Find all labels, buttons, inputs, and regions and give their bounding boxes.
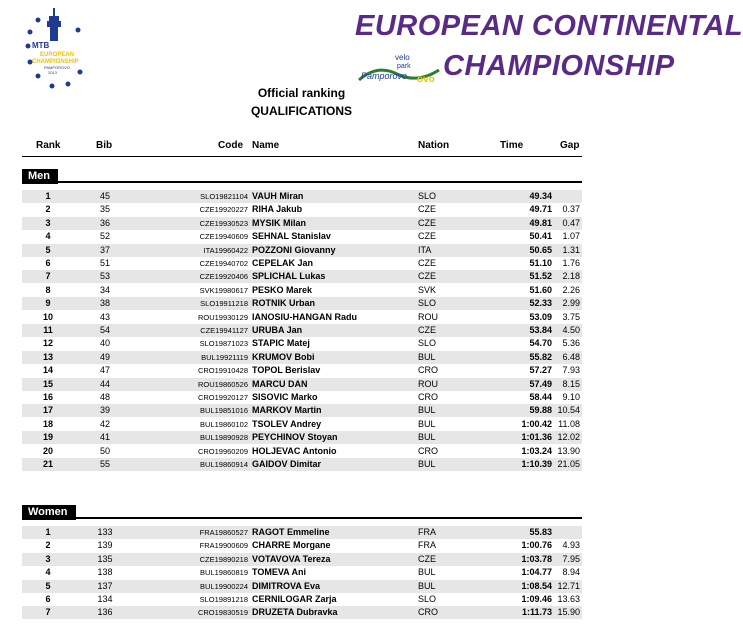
table-row bbox=[22, 418, 582, 431]
table-row bbox=[22, 404, 582, 417]
cell-rank: 19 bbox=[42, 432, 53, 443]
cell-code: CZE19940702 bbox=[199, 259, 248, 268]
cell-nation: BUL bbox=[418, 459, 436, 469]
cell-name: TOPOL Berislav bbox=[252, 365, 321, 376]
table-row bbox=[22, 458, 582, 471]
cell-name: TSOLEV Andrey bbox=[252, 418, 322, 429]
cell-gap: 1.07 bbox=[562, 231, 580, 242]
cell-rank: 17 bbox=[42, 405, 53, 416]
cell-gap: 5.36 bbox=[562, 338, 580, 349]
cell-nation: BUL bbox=[418, 567, 436, 578]
sponsor-park-text: park bbox=[397, 63, 411, 70]
cell-name: PEYCHINOV Stoyan bbox=[252, 432, 338, 443]
cell-code: CRO19960209 bbox=[197, 446, 248, 456]
cell-nation: CZE bbox=[418, 325, 436, 335]
cell-time: 54.70 bbox=[529, 338, 552, 349]
cell-bib: 40 bbox=[99, 338, 110, 349]
cell-nation: FRA bbox=[418, 527, 436, 537]
cell-name: POZZONI Giovanny bbox=[252, 244, 336, 255]
cell-bib: 55 bbox=[99, 459, 110, 469]
cell-name: SISOVIC Marko bbox=[252, 392, 318, 402]
table-row bbox=[22, 190, 582, 203]
cell-nation: CRO bbox=[418, 607, 438, 618]
cell-time: 55.83 bbox=[529, 527, 552, 537]
mtb-championship-logo bbox=[22, 6, 92, 92]
cell-rank: 16 bbox=[42, 392, 53, 402]
table-row bbox=[22, 431, 582, 444]
cell-code: BUL19921119 bbox=[201, 352, 248, 362]
cell-time: 1:03.78 bbox=[521, 553, 552, 564]
table-row bbox=[22, 539, 582, 552]
section-header bbox=[22, 166, 582, 183]
header-divider bbox=[22, 156, 582, 157]
cell-nation: CRO bbox=[418, 445, 438, 456]
logo-venue-text: PAMPOROVO bbox=[44, 65, 70, 70]
cell-bib: 37 bbox=[99, 244, 110, 255]
cell-bib: 41 bbox=[99, 432, 110, 443]
cell-time: 51.10 bbox=[529, 258, 552, 268]
cell-code: CRO19920127 bbox=[197, 393, 248, 402]
cell-bib: 133 bbox=[97, 527, 113, 537]
cell-code: BUL19851016 bbox=[200, 406, 248, 416]
cell-nation: CZE bbox=[418, 231, 436, 242]
cell-nation: SLO bbox=[418, 338, 437, 349]
logo-year-text: 2013 bbox=[48, 70, 57, 75]
table-row bbox=[22, 378, 582, 391]
cell-code: CZE19920227 bbox=[199, 205, 248, 215]
cell-code: SLO19891218 bbox=[199, 595, 248, 604]
cell-bib: 139 bbox=[97, 540, 113, 551]
column-header-code: Code bbox=[218, 140, 243, 151]
cell-gap: 8.15 bbox=[562, 378, 580, 389]
cell-gap: 4.50 bbox=[562, 325, 580, 335]
cell-bib: 135 bbox=[97, 553, 113, 564]
cell-bib: 35 bbox=[99, 204, 110, 215]
cell-nation: SVK bbox=[418, 284, 437, 295]
cell-time: 51.52 bbox=[529, 271, 552, 282]
cell-rank: 1 bbox=[45, 527, 51, 537]
cell-nation: ITA bbox=[418, 244, 432, 255]
cell-code: BUL19860102 bbox=[200, 419, 248, 429]
cell-code: ITA19960422 bbox=[203, 245, 248, 255]
cell-name: GAIDOV Dimitar bbox=[252, 459, 322, 469]
cell-name: ROTNIK Urban bbox=[252, 298, 315, 309]
cell-name: VAUH Miran bbox=[252, 191, 304, 201]
cell-nation: SLO bbox=[418, 191, 437, 201]
cell-time: 1:08.54 bbox=[521, 580, 552, 591]
cell-time: 1:00.42 bbox=[521, 418, 552, 429]
table-row bbox=[22, 606, 582, 619]
table-row bbox=[22, 311, 582, 324]
cell-rank: 2 bbox=[45, 540, 51, 551]
section-label: Men bbox=[22, 169, 58, 184]
cell-code: FRA19860527 bbox=[199, 528, 248, 537]
table-row bbox=[22, 580, 582, 593]
cell-bib: 38 bbox=[99, 298, 110, 309]
cell-nation: ROU bbox=[418, 311, 438, 322]
cell-nation: BUL bbox=[418, 351, 436, 362]
cell-bib: 43 bbox=[99, 311, 110, 322]
cell-bib: 51 bbox=[99, 258, 110, 268]
cell-code: BUL19890928 bbox=[200, 433, 248, 443]
cell-nation: CZE bbox=[418, 204, 436, 215]
cell-gap: 2.18 bbox=[562, 271, 580, 282]
cell-time: 57.49 bbox=[529, 378, 552, 389]
column-header-name: Name bbox=[252, 140, 280, 151]
cell-bib: 36 bbox=[99, 217, 110, 228]
logo-mtb-text: MTB bbox=[32, 41, 50, 50]
cell-nation: FRA bbox=[418, 540, 436, 551]
cell-gap: 11.08 bbox=[558, 418, 580, 429]
cell-code: SLO19911218 bbox=[200, 299, 248, 309]
cell-gap: 1.31 bbox=[562, 244, 580, 255]
cell-name: SEHNAL Stanislav bbox=[252, 231, 331, 242]
cell-nation: CZE bbox=[418, 271, 436, 282]
column-header-nation: Nation bbox=[418, 140, 450, 151]
cell-time: 55.82 bbox=[529, 351, 552, 362]
cell-name: CHARRE Morgane bbox=[252, 540, 331, 551]
cell-nation: CRO bbox=[418, 392, 438, 402]
cell-rank: 3 bbox=[45, 553, 51, 564]
cell-gap: 1.76 bbox=[562, 258, 580, 268]
cell-code: CRO19830519 bbox=[197, 608, 248, 618]
cell-bib: 136 bbox=[97, 607, 113, 618]
cell-rank: 5 bbox=[45, 580, 51, 591]
cell-code: FRA19900609 bbox=[199, 541, 248, 551]
cell-time: 1:11.73 bbox=[521, 607, 552, 618]
cell-nation: CZE bbox=[418, 217, 436, 228]
cell-bib: 45 bbox=[99, 191, 110, 201]
page-subtitle: QUALIFICATIONS bbox=[250, 104, 353, 118]
cell-gap: 2.99 bbox=[562, 298, 580, 309]
cell-rank: 2 bbox=[45, 204, 51, 215]
cell-rank: 4 bbox=[45, 231, 51, 242]
cell-rank: 7 bbox=[45, 607, 51, 618]
cell-name: HOLJEVAC Antonio bbox=[252, 445, 337, 456]
cell-time: 49.71 bbox=[529, 204, 552, 215]
event-title-line2: CHAMPIONSHIP bbox=[443, 50, 675, 82]
cell-time: 49.81 bbox=[529, 217, 552, 228]
cell-gap: 10.54 bbox=[557, 405, 580, 416]
cell-time: 49.34 bbox=[529, 191, 552, 201]
cell-time: 52.33 bbox=[529, 298, 552, 309]
cell-bib: 48 bbox=[99, 392, 110, 402]
cell-rank: 14 bbox=[42, 365, 53, 376]
cell-time: 53.09 bbox=[529, 311, 552, 322]
section-label: Women bbox=[22, 505, 76, 520]
cell-nation: ROU bbox=[418, 378, 438, 389]
cell-gap: 3.75 bbox=[562, 311, 580, 322]
cell-time: 50.41 bbox=[529, 231, 552, 242]
cell-code: CZE19941127 bbox=[200, 326, 248, 335]
cell-rank: 6 bbox=[45, 594, 51, 604]
cell-rank: 12 bbox=[42, 338, 53, 349]
cell-rank: 11 bbox=[43, 325, 53, 335]
cell-nation: CRO bbox=[418, 365, 438, 376]
cell-bib: 44 bbox=[99, 378, 110, 389]
cell-code: CZE19890218 bbox=[199, 554, 248, 564]
sponsor-pamporovo-text: Pamporovo bbox=[361, 71, 408, 81]
cell-gap: 13.63 bbox=[557, 594, 580, 604]
cell-gap: 9.10 bbox=[562, 392, 580, 402]
cell-name: PESKO Marek bbox=[252, 284, 313, 295]
table-row bbox=[22, 230, 582, 243]
cell-code: SLO19871023 bbox=[199, 339, 248, 349]
cell-code: SVK19980617 bbox=[199, 285, 248, 295]
cell-rank: 15 bbox=[42, 378, 53, 389]
table-row bbox=[22, 351, 582, 364]
cell-rank: 21 bbox=[42, 459, 53, 469]
table-row bbox=[22, 217, 582, 230]
cell-time: 1:01.36 bbox=[521, 432, 552, 443]
cell-gap: 0.37 bbox=[562, 204, 580, 215]
table-row bbox=[22, 553, 582, 566]
cell-nation: CZE bbox=[418, 258, 436, 268]
table-row bbox=[22, 203, 582, 216]
cell-name: DIMITROVA Eva bbox=[252, 580, 321, 591]
cell-time: 58.44 bbox=[529, 392, 552, 402]
cell-nation: CZE bbox=[418, 553, 436, 564]
cell-time: 59.88 bbox=[529, 405, 552, 416]
cell-rank: 5 bbox=[45, 244, 51, 255]
table-row bbox=[22, 270, 582, 283]
cell-rank: 13 bbox=[42, 351, 53, 362]
cell-rank: 3 bbox=[45, 217, 51, 228]
cell-bib: 42 bbox=[99, 418, 110, 429]
cell-rank: 1 bbox=[45, 191, 51, 201]
cell-rank: 20 bbox=[42, 445, 53, 456]
cell-nation: BUL bbox=[418, 418, 436, 429]
cell-time: 57.27 bbox=[529, 365, 552, 376]
cell-rank: 6 bbox=[45, 258, 51, 268]
cell-time: 1:03.24 bbox=[521, 445, 552, 456]
cell-bib: 53 bbox=[99, 271, 110, 282]
section-header bbox=[22, 502, 582, 519]
cell-gap: 13.90 bbox=[557, 445, 580, 456]
cell-bib: 39 bbox=[99, 405, 110, 416]
cell-name: STAPIC Matej bbox=[252, 338, 310, 349]
cell-name: VOTAVOVA Tereza bbox=[252, 553, 331, 564]
cell-gap: 12.71 bbox=[557, 580, 580, 591]
cell-gap: 0.47 bbox=[562, 217, 580, 228]
cell-gap: 4.93 bbox=[562, 540, 580, 551]
cell-name: CERNILOGAR Zarja bbox=[252, 594, 337, 604]
cell-time: 50.65 bbox=[529, 244, 552, 255]
cell-code: CZE19930523 bbox=[199, 218, 248, 228]
cell-rank: 10 bbox=[42, 311, 53, 322]
cell-time: 53.84 bbox=[529, 325, 552, 335]
cell-code: CZE19920406 bbox=[199, 272, 248, 282]
event-banner bbox=[345, 10, 743, 90]
cell-gap: 21.05 bbox=[557, 459, 580, 469]
cell-rank: 7 bbox=[45, 271, 51, 282]
column-header-time: Time bbox=[500, 140, 524, 151]
cell-bib: 49 bbox=[99, 351, 110, 362]
table-row bbox=[22, 526, 582, 539]
cell-name: MARCU DAN bbox=[252, 378, 308, 389]
cell-code: CZE19940609 bbox=[199, 232, 248, 242]
table-row bbox=[22, 445, 582, 458]
cell-nation: BUL bbox=[418, 580, 436, 591]
cell-code: CRO19910428 bbox=[197, 366, 248, 376]
column-header-rank: Rank bbox=[36, 140, 61, 151]
logo-european-text: EUROPEAN bbox=[40, 52, 75, 58]
cell-bib: 47 bbox=[99, 365, 110, 376]
cell-code: BUL19860819 bbox=[200, 568, 248, 578]
cell-gap: 7.95 bbox=[562, 553, 580, 564]
event-title-line1: EUROPEAN CONTINENTAL bbox=[355, 10, 743, 42]
column-header-bib: Bib bbox=[96, 140, 113, 151]
cell-name: RAGOT Emmeline bbox=[252, 527, 330, 537]
cell-nation: BUL bbox=[418, 405, 436, 416]
table-row bbox=[22, 324, 582, 337]
sponsor-ovo-text: ovo bbox=[417, 74, 435, 85]
cell-name: IANOSIU-HANGAN Radu bbox=[252, 311, 357, 322]
velo-park-sponsor-logo bbox=[357, 50, 441, 84]
cell-bib: 34 bbox=[99, 284, 110, 295]
cell-code: ROU19930129 bbox=[197, 312, 248, 322]
table-row bbox=[22, 391, 582, 404]
table-row bbox=[22, 284, 582, 297]
cell-rank: 8 bbox=[45, 284, 51, 295]
cell-time: 1:00.76 bbox=[521, 540, 552, 551]
cell-time: 1:09.46 bbox=[521, 594, 552, 604]
cell-gap: 6.48 bbox=[562, 351, 580, 362]
cell-gap: 8.94 bbox=[562, 567, 580, 578]
cell-name: MYSIK Milan bbox=[252, 217, 307, 228]
page-title: Official ranking bbox=[257, 86, 346, 100]
table-row bbox=[22, 566, 582, 579]
cell-name: TOMEVA Ani bbox=[252, 567, 306, 578]
cell-rank: 9 bbox=[45, 298, 51, 309]
cell-code: ROU19860526 bbox=[197, 379, 248, 389]
cell-time: 1:04.77 bbox=[521, 567, 552, 578]
logo-championship-text: CHAMPIONSHIP bbox=[32, 59, 79, 65]
cell-name: MARKOV Martin bbox=[252, 405, 322, 416]
cell-nation: SLO bbox=[418, 594, 437, 604]
cell-bib: 137 bbox=[97, 580, 113, 591]
cell-bib: 50 bbox=[99, 445, 110, 456]
cell-gap: 7.93 bbox=[562, 365, 580, 376]
cell-rank: 18 bbox=[42, 418, 53, 429]
cell-rank: 4 bbox=[45, 567, 51, 578]
cell-name: URUBA Jan bbox=[252, 325, 303, 335]
cell-name: CEPELAK Jan bbox=[252, 258, 314, 268]
cell-name: RIHA Jakub bbox=[252, 204, 303, 215]
cell-name: KRUMOV Bobi bbox=[252, 351, 315, 362]
cell-bib: 134 bbox=[97, 594, 113, 604]
table-row bbox=[22, 257, 582, 270]
cell-bib: 54 bbox=[99, 325, 110, 335]
cell-nation: BUL bbox=[418, 432, 436, 443]
column-header-gap: Gap bbox=[560, 140, 580, 151]
table-row bbox=[22, 297, 582, 310]
cell-time: 51.60 bbox=[529, 284, 552, 295]
cell-bib: 138 bbox=[97, 567, 113, 578]
cell-name: DRUZETA Dubravka bbox=[252, 607, 338, 618]
cell-gap: 12.02 bbox=[557, 432, 580, 443]
cell-gap: 15.90 bbox=[557, 607, 580, 618]
table-row bbox=[22, 337, 582, 350]
table-row bbox=[22, 244, 582, 257]
cell-code: SLO19821104 bbox=[200, 192, 248, 201]
cell-time: 1:10.39 bbox=[521, 459, 552, 469]
cell-code: BUL19900224 bbox=[200, 581, 248, 591]
cell-nation: SLO bbox=[418, 298, 437, 309]
cell-name: SPLICHAL Lukas bbox=[252, 271, 326, 282]
table-row bbox=[22, 593, 582, 606]
cell-gap: 2.26 bbox=[562, 284, 580, 295]
sponsor-velo-text: velo bbox=[395, 53, 410, 62]
cell-code: BUL19860914 bbox=[200, 460, 248, 469]
cell-bib: 52 bbox=[99, 231, 110, 242]
table-row bbox=[22, 364, 582, 377]
